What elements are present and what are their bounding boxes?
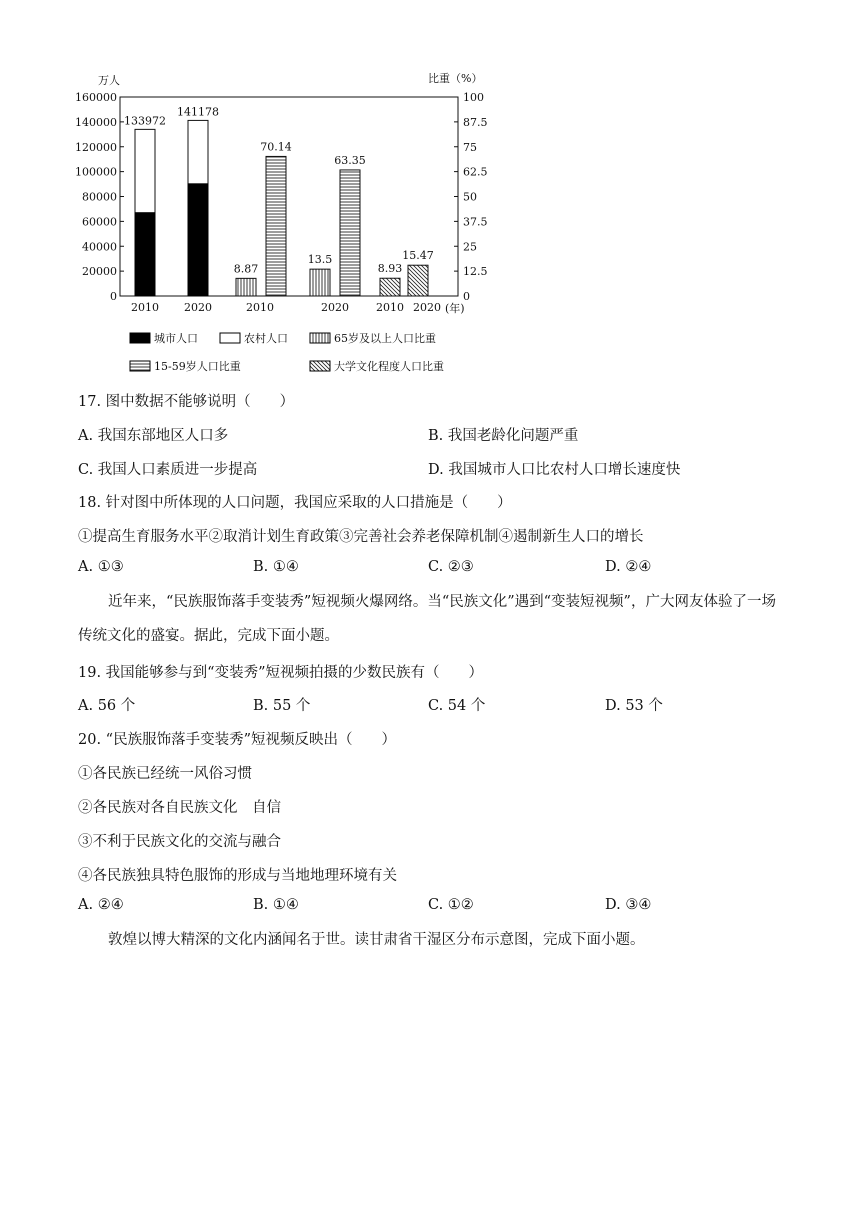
age65-bar-value-label: 13.5 [307,253,333,267]
legend [130,331,444,373]
left-axis-unit: 万人 [98,74,120,87]
passage-folk-costume [78,585,778,653]
q18-stem: 18. 针对图中所体现的人口问题，我国应采取的人口措施是（ ） [78,495,512,511]
left-tick-label: 20000 [82,265,117,279]
population-chart [60,60,488,380]
legend-swatch-1559 [130,361,150,371]
legend-swatch-urban [130,333,150,343]
college-bar-value-label: 8.93 [377,262,403,276]
q18-option-c[interactable]: C. ②③ [428,559,474,575]
x-tick-label: 2010 [246,301,274,314]
right-tick-label: 37.5 [463,215,488,229]
age15-59-bar-value-label: 70.14 [260,140,292,154]
age65-bar-value-label: 8.87 [233,262,259,276]
x-tick-label: 2020 [413,301,441,314]
legend-label-rural: 农村人口 [244,332,288,345]
q20-item-1: ①各民族已经统一风俗习惯 [78,766,252,782]
q20-option-b[interactable]: B. ①④ [253,897,299,913]
q17-stem: 17. 图中数据不能够说明（ ） [78,394,295,410]
right-tick-label: 62.5 [463,165,488,179]
urban-population-bar [135,213,155,296]
age15-59-bar [340,170,360,296]
x-tick-label: 2010 [376,301,404,314]
q20-option-c[interactable]: C. ①② [428,897,474,913]
q17-option-c[interactable]: C. 我国人口素质进一步提高 [78,462,258,478]
q19-option-d[interactable]: D. 53 个 [605,698,663,714]
right-tick-label: 50 [463,190,477,204]
passage-dunhuang [78,923,778,957]
population-total-label: 141178 [177,105,219,119]
q18-option-b[interactable]: B. ①④ [253,559,299,575]
age15-59-bar [266,156,286,296]
q19-option-a[interactable]: A. 56 个 [78,698,136,714]
left-tick-label: 160000 [75,91,117,104]
q20-item-4: ④各民族独具特色服饰的形成与当地地理环境有关 [78,868,397,884]
left-tick-label: 60000 [82,215,117,229]
passage-folk-costume-text: 近年来，“民族服饰落手变装秀”短视频火爆网络。当“民族文化”遇到“变装短视频”，广大网友体验了一场传统文化的盛宴。据此，完成下面小题。 [78,594,776,644]
legend-swatch-rural [220,333,240,343]
q20-option-d[interactable]: D. ③④ [605,897,652,913]
population-total-label: 133972 [124,114,166,128]
left-tick-label: 120000 [75,140,117,154]
q18-items: ①提高生育服务水平②取消计划生育政策③完善社会养老保障机制④遏制新生人口的增长 [78,529,644,545]
urban-population-bar [188,184,208,296]
right-axis-unit: 比重（%） [428,72,483,85]
q18-option-a[interactable]: A. ①③ [78,559,124,575]
left-tick-label: 100000 [75,165,117,179]
legend-label-65: 65岁及以上人口比重 [334,332,436,345]
x-tick-label: 2010 [131,301,159,314]
left-tick-label: 80000 [82,190,117,204]
college-bar [408,265,428,296]
q20-item-3: ③不利于民族文化的交流与融合 [78,834,281,850]
legend-label-college: 大学文化程度人口比重 [334,360,444,373]
q19-option-b[interactable]: B. 55 个 [253,698,311,714]
right-tick-label: 12.5 [463,265,488,279]
right-tick-label: 25 [463,240,477,254]
passage-dunhuang-text: 敦煌以博大精深的文化内涵闻名于世。读甘肃省干湿区分布示意图，完成下面小题。 [108,932,645,948]
right-tick-label: 87.5 [463,115,488,129]
q17-option-d[interactable]: D. 我国城市人口比农村人口增长速度快 [428,462,681,478]
age65-bar [236,278,256,296]
left-tick-label: 0 [110,290,117,303]
q20-stem: 20. “民族服饰落手变装秀”短视频反映出（ ） [78,732,396,748]
right-tick-label: 75 [463,140,477,154]
legend-label-1559: 15-59岁人口比重 [154,360,241,373]
age15-59-bar-value-label: 63.35 [334,153,366,167]
q18-option-d[interactable]: D. ②④ [605,559,652,575]
legend-swatch-college [310,361,330,371]
x-tick-label: 2020 [321,301,349,314]
plot-frame [120,97,458,296]
q17-option-a[interactable]: A. 我国东部地区人口多 [78,428,229,444]
q20-item-2: ②各民族对各自民族文化 自信 [78,800,281,816]
q19-stem: 19. 我国能够参与到“变装秀”短视频拍摄的少数民族有（ ） [78,665,483,681]
q19-option-c[interactable]: C. 54 个 [428,698,486,714]
x-unit-label: (年) [445,302,465,315]
left-tick-label: 40000 [82,240,117,254]
x-tick-label: 2020 [184,301,212,314]
right-tick-label: 100 [463,91,484,104]
left-tick-label: 140000 [75,115,117,129]
college-bar-value-label: 15.47 [402,249,434,263]
legend-label-urban: 城市人口 [154,332,198,345]
q17-option-b[interactable]: B. 我国老龄化问题严重 [428,428,579,444]
age65-bar [310,269,330,296]
q20-option-a[interactable]: A. ②④ [78,897,124,913]
legend-swatch-65 [310,333,330,343]
right-tick-label: 0 [463,290,470,303]
college-bar [380,278,400,296]
